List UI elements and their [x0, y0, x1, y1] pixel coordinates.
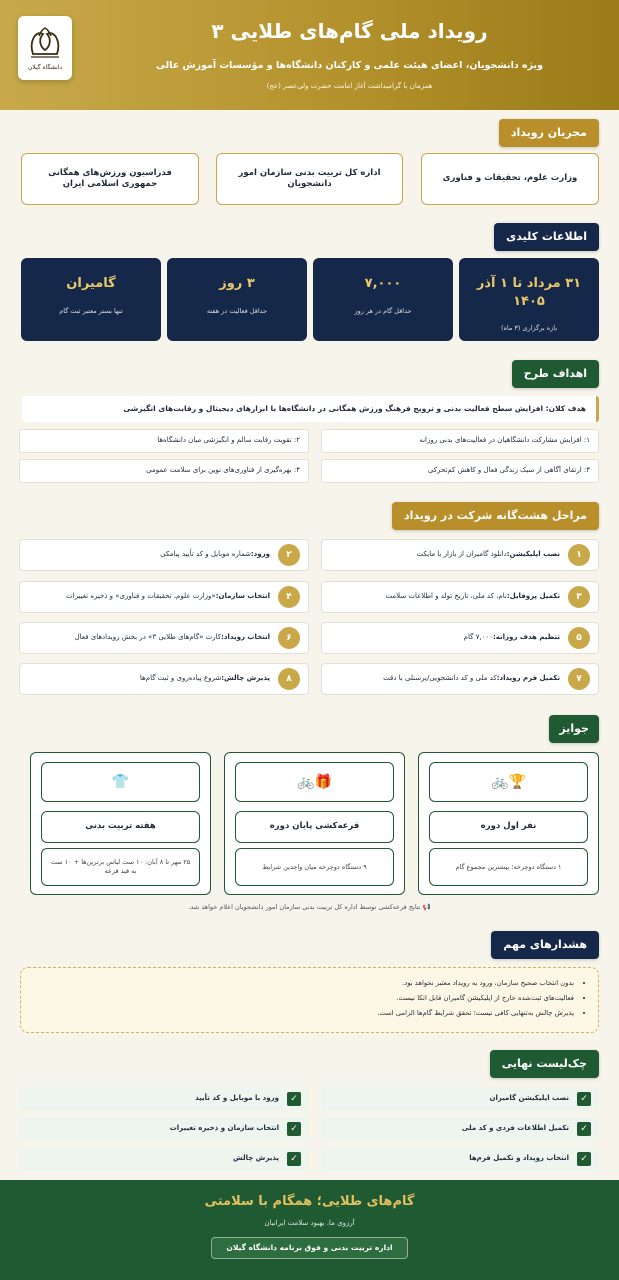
university-logo: [18, 16, 72, 80]
step-item: [19, 539, 309, 571]
step-item: [321, 539, 599, 571]
header-banner: [0, 0, 619, 110]
prize-note: 📢 نتایج قرعه‌کشی توسط اداره کل تربیت بدنی سازمان امور دانشجویان اعلام خواهد شد.: [188, 903, 431, 911]
step-number: ۳: [568, 586, 590, 608]
checklist-label: ورود با موبایل و کد تأیید: [195, 1094, 279, 1103]
key-info-card: [313, 258, 453, 341]
step-number: ۷: [568, 668, 590, 690]
key-info-title: اطلاعات کلیدی: [494, 223, 599, 251]
key-info-card: [459, 258, 599, 341]
step-item: [19, 622, 309, 654]
step-text: ۷,۰۰۰ گام: [463, 633, 493, 642]
key-info-label: حداقل فعالیت در هفته: [206, 306, 268, 315]
step-head: تکمیل پروفایل:: [506, 592, 560, 601]
step-item: [321, 581, 599, 613]
logo-text: دانشگاه گیلان: [27, 63, 63, 71]
checkbox-checked-icon: ✓: [577, 1092, 591, 1106]
step-number: ۸: [278, 668, 300, 690]
step-text: دانلود گامیران از بازار یا مایکت: [416, 550, 507, 559]
key-info-value: ۳ روز: [219, 276, 255, 291]
page-note: همزمان با گرامیداشت آغاز امامت حضرت ولی‌عصر (عج): [266, 82, 433, 90]
key-info-card: [21, 258, 161, 341]
prize-title: نفر اول دوره: [429, 811, 588, 843]
step-number: ۲: [278, 544, 300, 566]
organizer-card: فدراسیون ورزش‌های همگانی جمهوری اسلامی ایران: [21, 153, 199, 205]
logo-emblem-icon: [25, 24, 65, 62]
prize-title: هفته تربیت بدنی: [41, 811, 200, 843]
prize-title: قرعه‌کشی پایان دوره: [235, 811, 394, 843]
step-number: ۴: [278, 586, 300, 608]
step-head: ورود:: [250, 550, 270, 559]
warning-item: • فعالیت‌های ثبت‌شده خارج از اپلیکیشن گامیران قابل اتکا نیست.: [35, 991, 574, 1006]
step-text: شروع پیاده‌روی و ثبت گام‌ها: [139, 674, 222, 683]
footer-title: گام‌های طلایی؛ همگام با سلامتی: [204, 1194, 415, 1209]
main-goal: هدف کلان: افزایش سطح فعالیت بدنی و ترویج فرهنگ ورزش همگانی در دانشگاه‌ها با ابزارهای دیجیتال و رقابت‌های انگیزشی: [22, 396, 599, 422]
prize-desc: ۱ دستگاه دوچرخه؛ بیشترین مجموع گام: [429, 848, 588, 886]
footer-subtitle: آرزوی ما، بهبود سلامت ایرانیان: [264, 1218, 355, 1227]
step-item: [321, 663, 599, 695]
checklist-label: تکمیل اطلاعات فردی و کد ملی: [461, 1124, 569, 1133]
key-info-value: گامیران: [66, 276, 116, 291]
warnings-box: [20, 967, 599, 1033]
page-title: رویداد ملی گام‌های طلایی ۳: [211, 19, 488, 43]
warnings-title: هشدارهای مهم: [491, 931, 599, 959]
step-text: کارت «گام‌های طلایی ۳» در بخش رویدادهای فعال: [74, 633, 222, 642]
goal-item: ۱: افزایش مشارکت دانشگاهیان در فعالیت‌های بدنی روزانه: [321, 429, 599, 453]
step-item: [19, 581, 309, 613]
step-text: نام، کد ملی، تاریخ تولد و اطلاعات سلامت: [385, 592, 507, 601]
prize-card: [418, 752, 599, 895]
checklist-item: [19, 1087, 309, 1111]
checkbox-checked-icon: ✓: [577, 1122, 591, 1136]
footer: [0, 1180, 619, 1280]
key-info-label: حداقل گام در هر روز: [354, 306, 412, 315]
prize-card: [224, 752, 405, 895]
step-head: پذیرش چالش:: [221, 674, 270, 683]
jersey-icon: 👕: [41, 762, 200, 802]
checkbox-checked-icon: ✓: [287, 1122, 301, 1136]
step-number: ۶: [278, 627, 300, 649]
organizers-title: مجریان رویداد: [499, 119, 599, 147]
step-head: نصب اپلیکیشن:: [506, 550, 560, 559]
checkbox-checked-icon: ✓: [577, 1152, 591, 1166]
warning-item: • پذیرش چالش به‌تنهایی کافی نیست؛ تحقق شرایط گام‌ها الزامی است.: [35, 1006, 574, 1021]
step-head: تکمیل فرم رویداد:: [496, 674, 560, 683]
organizer-card: وزارت علوم، تحقیقات و فناوری: [421, 153, 599, 205]
prizes-title: جوایز: [549, 715, 599, 743]
checklist-item: [19, 1147, 309, 1171]
step-number: ۵: [568, 627, 590, 649]
key-info-value: ۳۱ مرداد تا ۱ آذر ۱۴۰۵: [476, 276, 582, 309]
steps-title: مراحل هشت‌گانه شرکت در رویداد: [392, 502, 599, 530]
checkbox-checked-icon: ✓: [287, 1092, 301, 1106]
checkbox-checked-icon: ✓: [287, 1152, 301, 1166]
checklist-item: [19, 1117, 309, 1141]
prize-desc: ۲۵ مهر تا ۸ آبان: ۱۰ ست لباس برترین‌ها + ۱۰ ست به قید قرعه: [41, 848, 200, 886]
organizer-card: اداره کل تربیت بدنی سازمان امور دانشجویان: [216, 153, 403, 205]
checklist-item: [321, 1147, 599, 1171]
checklist-label: پذیرش چالش: [233, 1154, 279, 1163]
trophy-bicycle-icon: 🏆🚲: [429, 762, 588, 802]
step-head: انتخاب رویداد:: [221, 633, 270, 642]
prize-desc: ۹ دستگاه دوچرخه میان واجدین شرایط: [235, 848, 394, 886]
goal-item: ۴: بهره‌گیری از فناوری‌های نوین برای سلامت عمومی: [19, 459, 309, 483]
step-head: تنظیم هدف روزانه:: [492, 633, 560, 642]
checklist-label: نصب اپلیکیشن گامیران: [489, 1094, 569, 1103]
goal-item: ۳: ارتقای آگاهی از سبک زندگی فعال و کاهش کم‌تحرکی: [321, 459, 599, 483]
key-info-label: تنها بستر معتبر ثبت گام: [59, 306, 123, 315]
gift-bicycle-icon: 🎁🚲: [235, 762, 394, 802]
key-info-value: ۷,۰۰۰: [364, 276, 402, 291]
warning-item: • بدون انتخاب صحیح سازمان، ورود به رویداد معتبر نخواهد بود.: [35, 976, 574, 991]
step-text: کد ملی و کد دانشجویی/پرسنلی با دقت: [383, 674, 497, 683]
checklist-label: انتخاب سازمان و ذخیره تغییرات: [169, 1124, 279, 1133]
step-item: [321, 622, 599, 654]
step-text: شماره موبایل و کد تأیید پیامکی: [160, 550, 251, 559]
goals-title: اهداف طرح: [512, 360, 599, 388]
step-head: انتخاب سازمان:: [215, 592, 270, 601]
checklist-title: چک‌لیست نهایی: [490, 1050, 599, 1078]
page-subtitle: ویژه دانشجویان، اعضای هیئت علمی و کارکنان دانشگاه‌ها و مؤسسات آموزش عالی: [155, 60, 544, 71]
checklist-label: انتخاب رویداد و تکمیل فرم‌ها: [469, 1154, 569, 1163]
checklist-item: [321, 1087, 599, 1111]
step-number: ۱: [568, 544, 590, 566]
key-info-label: بازه برگزاری (۳ ماه): [500, 324, 558, 333]
key-info-card: [167, 258, 307, 341]
footer-button[interactable]: اداره تربیت بدنی و فوق برنامه دانشگاه گیلان: [211, 1237, 407, 1259]
checklist-item: [321, 1117, 599, 1141]
step-item: [19, 663, 309, 695]
step-text: «وزارت علوم، تحقیقات و فناوری» و ذخیره تغییرات: [66, 592, 216, 601]
goal-item: ۲: تقویت رقابت سالم و انگیزشی میان دانشگاه‌ها: [19, 429, 309, 453]
prize-card: [30, 752, 211, 895]
